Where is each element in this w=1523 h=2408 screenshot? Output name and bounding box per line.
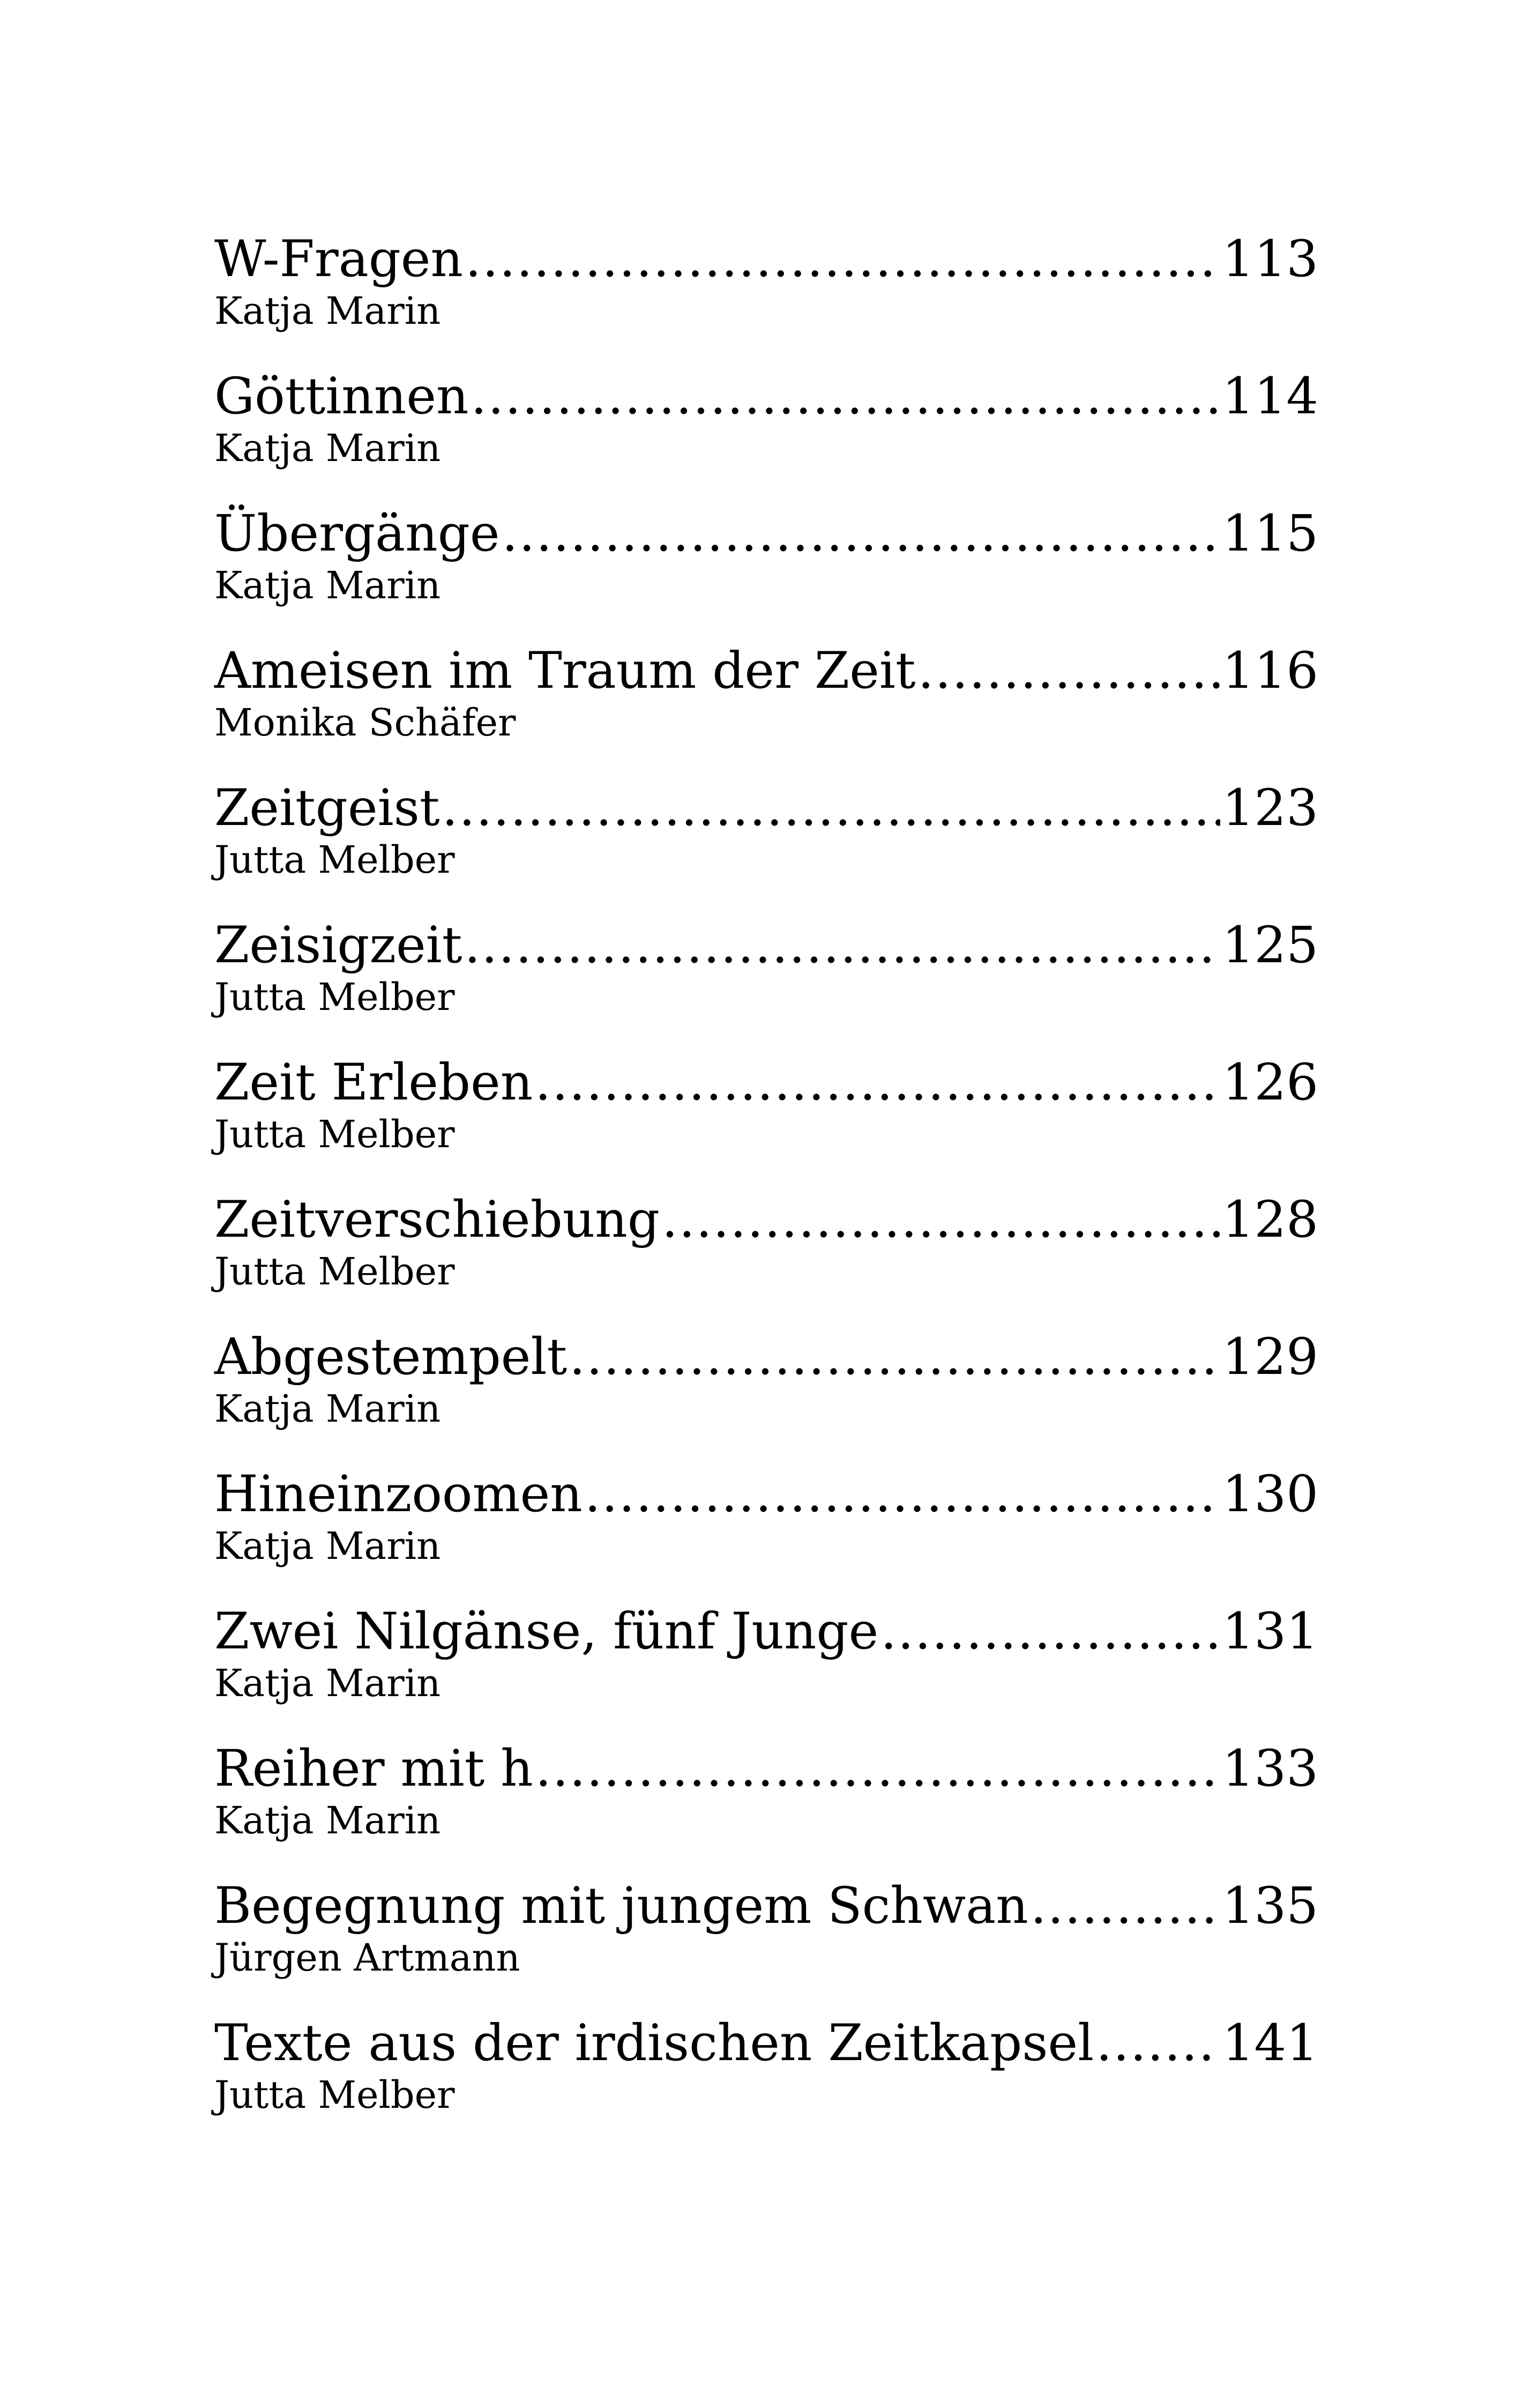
toc-entry-title: W-Fragen <box>214 230 464 288</box>
toc-entry-page: 126 <box>1222 1053 1318 1112</box>
toc-entry-title: Zeitgeist <box>214 779 440 837</box>
toc-entry-author: Monika Schäfer <box>214 701 516 745</box>
toc-entry-title: Göttinnen <box>214 367 469 426</box>
toc-entry-line <box>214 367 1318 427</box>
toc-entry-title: Reiher mit h <box>214 1740 533 1798</box>
toc-entry-title: Abgestempelt <box>214 1328 568 1386</box>
toc-entry-page: 133 <box>1222 1740 1318 1798</box>
toc-entry-page: 129 <box>1222 1328 1318 1386</box>
dot-leader <box>471 367 1220 427</box>
toc-entry <box>214 1190 1318 1327</box>
toc-entry-title: Zeisigzeit <box>214 916 462 975</box>
toc-entry-title: Texte aus der irdischen Zeitkapsel <box>214 2014 1094 2072</box>
toc-entry-page: 115 <box>1222 504 1318 563</box>
toc-entry-title: Zeitverschiebung <box>214 1191 660 1249</box>
toc-entry <box>214 229 1318 367</box>
toc-entry-page: 114 <box>1222 367 1318 426</box>
toc-entry <box>214 1602 1318 1739</box>
dot-leader <box>918 641 1220 701</box>
dot-leader <box>569 1327 1220 1387</box>
toc-entry-page: 113 <box>1222 230 1318 288</box>
dot-leader <box>465 229 1220 289</box>
toc-entry-page: 125 <box>1222 916 1318 975</box>
toc-entry <box>214 2013 1318 2151</box>
toc-entry <box>214 1876 1318 2013</box>
dot-leader <box>880 1602 1220 1662</box>
toc-entry-line <box>214 1602 1318 1662</box>
toc-entry-page: 131 <box>1222 1602 1318 1661</box>
dot-leader <box>662 1190 1220 1250</box>
toc-entry-line <box>214 229 1318 289</box>
toc-entry-author: Katja Marin <box>214 289 441 333</box>
toc-entry-title: Ameisen im Traum der Zeit <box>214 642 916 700</box>
toc-entry-line <box>214 641 1318 701</box>
table-of-contents <box>214 229 1318 2151</box>
toc-entry-author: Jutta Melber <box>214 1112 455 1156</box>
toc-entry <box>214 916 1318 1053</box>
dot-leader <box>535 1053 1220 1113</box>
toc-entry-page: 130 <box>1222 1465 1318 1523</box>
toc-entry-line <box>214 1190 1318 1250</box>
toc-entry-line <box>214 916 1318 976</box>
toc-entry-author: Katja Marin <box>214 1524 441 1568</box>
toc-entry-author: Jutta Melber <box>214 838 455 882</box>
toc-entry-page: 135 <box>1222 1877 1318 1935</box>
toc-entry-author: Katja Marin <box>214 1798 441 1842</box>
dot-leader <box>502 504 1220 564</box>
dot-leader <box>464 916 1220 976</box>
toc-entry-page: 116 <box>1222 642 1318 700</box>
toc-entry-line <box>214 1465 1318 1525</box>
toc-entry-title: Übergänge <box>214 504 500 563</box>
toc-entry <box>214 1053 1318 1190</box>
toc-entry-page: 141 <box>1222 2014 1318 2072</box>
dot-leader <box>1031 1876 1220 1936</box>
toc-entry-line <box>214 1327 1318 1387</box>
toc-entry <box>214 367 1318 504</box>
toc-entry-page: 128 <box>1222 1191 1318 1249</box>
toc-entry-line <box>214 1053 1318 1113</box>
toc-entry-title: Zeit Erleben <box>214 1053 533 1112</box>
toc-entry-author: Jürgen Artmann <box>214 1936 520 1980</box>
toc-entry-title: Zwei Nilgänse, fünf Junge <box>214 1602 879 1661</box>
toc-entry-author: Katja Marin <box>214 563 441 607</box>
dot-leader <box>535 1739 1220 1799</box>
toc-entry-author: Jutta Melber <box>214 1250 455 1294</box>
toc-entry <box>214 1327 1318 1465</box>
dot-leader <box>585 1465 1220 1525</box>
toc-entry-line <box>214 2013 1318 2073</box>
toc-entry-line <box>214 778 1318 838</box>
toc-entry-author: Katja Marin <box>214 1661 441 1705</box>
toc-entry <box>214 778 1318 916</box>
toc-entry-author: Katja Marin <box>214 426 441 470</box>
toc-entry-line <box>214 1739 1318 1799</box>
toc-entry <box>214 1739 1318 1876</box>
toc-entry-page: 123 <box>1222 779 1318 837</box>
toc-entry-line <box>214 1876 1318 1936</box>
toc-entry-author: Jutta Melber <box>214 975 455 1019</box>
toc-entry-title: Begegnung mit jungem Schwan <box>214 1877 1028 1935</box>
toc-entry-author: Jutta Melber <box>214 2073 455 2117</box>
toc-entry <box>214 504 1318 641</box>
toc-entry-line <box>214 504 1318 564</box>
toc-entry <box>214 1465 1318 1602</box>
toc-entry-author: Katja Marin <box>214 1387 441 1431</box>
toc-entry <box>214 641 1318 778</box>
toc-entry-title: Hineinzoomen <box>214 1465 583 1523</box>
dot-leader <box>442 778 1220 838</box>
dot-leader <box>1096 2013 1220 2073</box>
